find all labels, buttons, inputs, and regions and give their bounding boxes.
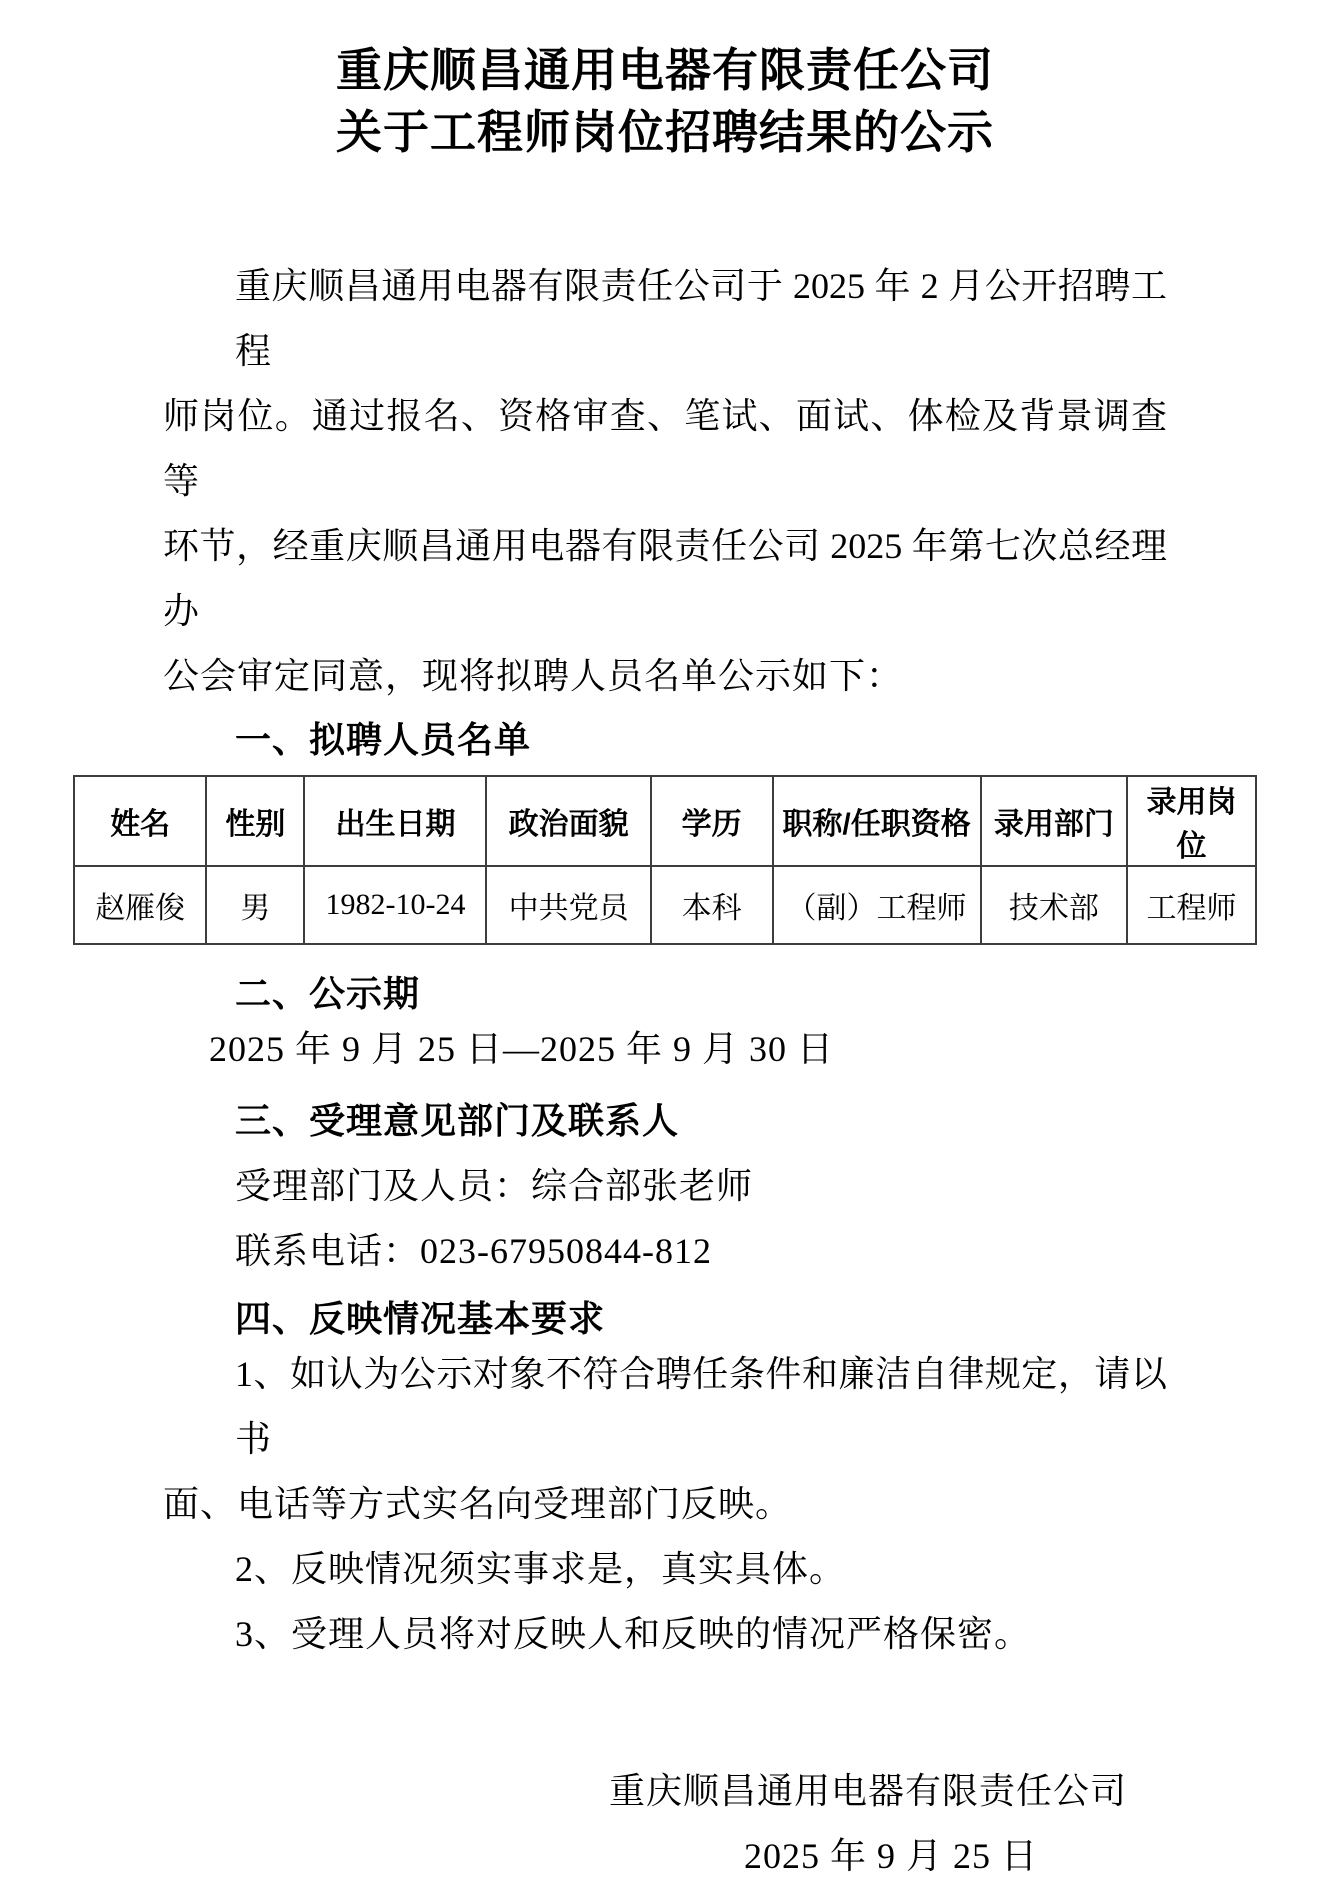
cell-hiring-position: 工程师 xyxy=(1127,866,1256,944)
document-page xyxy=(0,40,1330,1876)
requirement-item-1-line-2: 面、电话等方式实名向受理部门反映。 xyxy=(163,1484,793,1524)
roster-table xyxy=(73,775,1257,945)
section4-heading: 四、反映情况基本要求 xyxy=(235,1298,606,1339)
section3-heading: 三、受理意见部门及联系人 xyxy=(235,1100,680,1141)
accepting-department-line: 受理部门及人员：综合部张老师 xyxy=(235,1166,754,1206)
intro-line-4: 公会审定同意，现将拟聘人员名单公示如下： xyxy=(163,656,904,696)
col-header-education: 学历 xyxy=(651,776,773,866)
contact-phone-line: 联系电话：023-67950844-812 xyxy=(235,1231,712,1271)
document-body xyxy=(163,254,1167,763)
roster-data-row xyxy=(74,866,1256,944)
cell-name: 赵雁俊 xyxy=(74,866,206,944)
section1-heading: 一、拟聘人员名单 xyxy=(235,719,532,760)
cell-birthdate: 1982-10-24 xyxy=(304,866,486,944)
intro-line-3: 环节，经重庆顺昌通用电器有限责任公司 2025 年第七次总经理办 xyxy=(163,526,1167,631)
cell-gender: 男 xyxy=(206,866,304,944)
signature-company: 重庆顺昌通用电器有限责任公司 xyxy=(608,1771,1127,1811)
intro-line-1: 重庆顺昌通用电器有限责任公司于 2025 年 2 月公开招聘工程 xyxy=(235,266,1167,371)
requirement-item-2: 2、反映情况须实事求是，真实具体。 xyxy=(235,1549,847,1589)
section2-heading: 二、公示期 xyxy=(235,973,421,1014)
col-header-political-status: 政治面貌 xyxy=(486,776,650,866)
signature-date: 2025 年 9 月 25 日 xyxy=(743,1836,1038,1876)
requirement-item-3: 3、受理人员将对反映人和反映的情况严格保密。 xyxy=(235,1614,1032,1654)
col-header-birthdate: 出生日期 xyxy=(304,776,486,866)
col-header-name: 姓名 xyxy=(74,776,206,866)
publicity-period: 2025 年 9 月 25 日—2025 年 9 月 30 日 xyxy=(209,1029,835,1069)
col-header-hiring-position: 录用岗位 xyxy=(1127,776,1256,866)
col-header-title-qualification: 职称/任职资格 xyxy=(773,776,981,866)
roster-header-row xyxy=(74,776,1256,866)
cell-title-qualification: （副）工程师 xyxy=(773,866,981,944)
document-title xyxy=(0,40,1330,164)
requirement-item-1-line-1: 1、如认为公示对象不符合聘任条件和廉洁自律规定，请以书 xyxy=(235,1354,1167,1459)
cell-political-status: 中共党员 xyxy=(486,866,650,944)
document-title-line-2: 关于工程师岗位招聘结果的公示 xyxy=(336,107,994,158)
intro-line-2: 师岗位。通过报名、资格审查、笔试、面试、体检及背景调查等 xyxy=(163,396,1167,501)
col-header-hiring-department: 录用部门 xyxy=(981,776,1128,866)
col-header-gender: 性别 xyxy=(206,776,304,866)
intro-paragraph xyxy=(163,254,1167,709)
document-body-continued xyxy=(163,971,1167,1667)
document-title-line-1: 重庆顺昌通用电器有限责任公司 xyxy=(336,45,994,96)
signature-block xyxy=(0,1759,1330,1889)
cell-hiring-department: 技术部 xyxy=(981,866,1128,944)
roster-table-container xyxy=(0,775,1330,945)
cell-education: 本科 xyxy=(651,866,773,944)
